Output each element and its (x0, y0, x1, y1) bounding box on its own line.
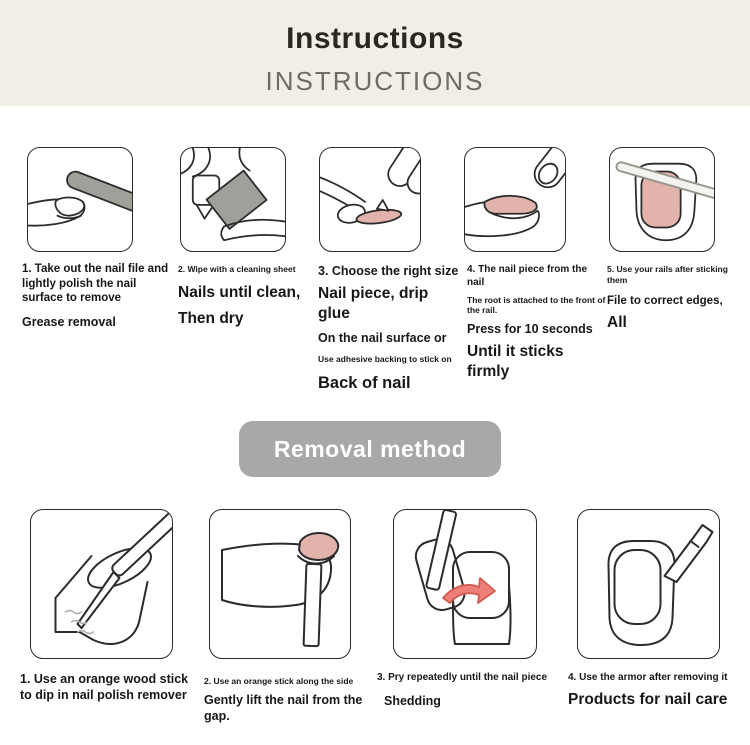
apply-step3-illustration (319, 147, 421, 252)
step-line: All (607, 314, 627, 332)
apply-step4-illustration (464, 147, 566, 252)
apply-step5-text (607, 264, 745, 339)
step-line: 4. The nail piece from the nail (467, 264, 588, 288)
step-line: 1. Take out the nail file and lightly polish the nail surface to remove (22, 263, 169, 305)
step-line: Grease removal (22, 315, 116, 330)
step-line: Nail piece, drip glue (318, 285, 429, 322)
step-line: Until it sticks firmly (467, 343, 564, 381)
glue-drip-icon (320, 148, 420, 251)
step-line: Products for nail care (568, 690, 728, 708)
step-line: The root is attached to the front of the rail. (467, 294, 606, 316)
page-title: Instructions (286, 22, 464, 55)
removal-method-banner (239, 421, 501, 477)
apply-step4-text (467, 264, 607, 388)
page-subtitle: INSTRUCTIONS (265, 66, 485, 96)
step-line: 2. Use an orange stick along the side (204, 676, 354, 686)
step-line: 4. Use the armor after removing it (568, 672, 728, 683)
nail-care-tool-icon (578, 510, 719, 658)
step-line: 2. Wipe with a cleaning sheet (178, 264, 296, 274)
file-edges-icon (610, 148, 714, 251)
lift-nail-stick-icon (210, 510, 350, 658)
apply-step5-illustration (609, 147, 715, 252)
step-line: File to correct edges, (607, 294, 723, 307)
removal-step4-text (568, 672, 746, 716)
removal-step3-text (377, 672, 562, 714)
apply-step2-text (178, 264, 306, 335)
apply-step1-text (22, 262, 174, 335)
step-line: Shedding (384, 693, 441, 708)
step-line: Gently lift the nail from the gap. (204, 692, 363, 723)
removal-step2-text (204, 676, 376, 729)
header-band (0, 0, 750, 106)
removal-step1-illustration (30, 509, 173, 659)
step-line: Then dry (178, 309, 244, 327)
nail-file-polish-icon (28, 148, 132, 251)
removal-method-label: Removal method (273, 435, 467, 462)
step-line: Press for 10 seconds (467, 322, 593, 337)
removal-step4-illustration (577, 509, 720, 659)
step-line: 3. Pry repeatedly until the nail piece (377, 672, 548, 683)
step-line: Nails until clean, (178, 283, 301, 301)
removal-step3-illustration (393, 509, 537, 659)
removal-step1-text (20, 671, 195, 708)
removal-step2-illustration (209, 509, 351, 659)
apply-step3-text (318, 263, 463, 399)
step-line: Back of nail (318, 373, 411, 392)
apply-step2-illustration (180, 147, 286, 252)
step-line: Use adhesive backing to stick on (318, 353, 452, 364)
cleaning-wipe-icon (181, 148, 285, 251)
step-line: 3. Choose the right size (318, 264, 459, 278)
step-line: 1. Use an orange wood stick to dip in nail polish remover (20, 672, 189, 702)
step-line: On the nail surface or (318, 330, 447, 345)
pry-nail-arrow-icon (394, 510, 536, 658)
press-nail-icon (465, 148, 565, 251)
apply-step1-illustration (27, 147, 133, 252)
step-line: 5. Use your rails after sticking them (607, 264, 728, 285)
orange-stick-remover-icon (31, 510, 172, 658)
